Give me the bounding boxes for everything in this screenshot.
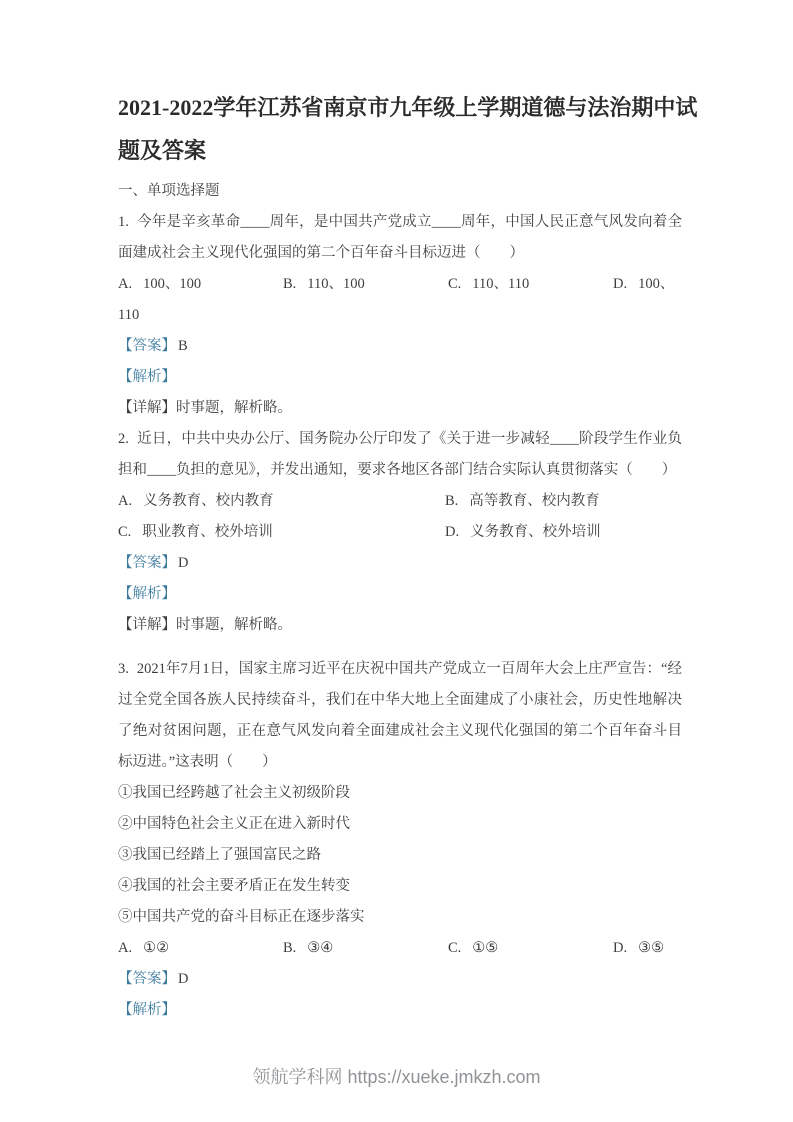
option-c-label: C. [448,276,462,292]
option-c-label: C. [448,940,462,956]
option-d-label: D. [613,276,628,292]
question-3-options [118,933,682,964]
option-b-label: B. [283,940,297,956]
question-2-option-a [118,486,445,517]
watermark-footer: 领航学科网 https://xueke.jmkzh.com [252,1067,541,1087]
option-a-text: ①② [143,940,170,956]
option-d-text: 100、 [638,276,675,292]
option-c-text: 职业教育、校外培训 [142,524,273,540]
question-1-detail-line [118,393,682,424]
option-c-text: ①⑤ [472,940,499,956]
question-3-text [118,654,682,778]
question-2-body: 近日，中共中央办公厅、国务院办公厅印发了《关于进一步减轻____阶段学生作业负担和____负担的意见》，并发出通知，要求各地区各部门结合实际认真贯彻落实（ ） [118,431,682,478]
question-2-option-b [445,486,682,517]
question-2-number: 2. [118,431,129,447]
analysis-label: 【解析】 [118,1002,176,1018]
section-heading: 一、单项选择题 [118,183,220,199]
question-2-options-row-1 [118,486,682,517]
question-3-answer-line [118,964,682,995]
document-content [118,0,698,1026]
option-b-text: 高等教育、校内教育 [469,493,600,509]
analysis-label: 【解析】 [118,586,176,602]
answer-label: 【答案】 [118,971,176,987]
option-b-label: B. [445,493,459,509]
answer-label: 【答案】 [118,338,176,354]
option-d-label: D. [445,524,460,540]
option-d-text: ③⑤ [638,940,665,956]
option-a-label: A. [118,276,133,292]
option-d-text: 义务教育、校外培训 [470,524,601,540]
question-1-option-a [118,269,283,300]
option-b-text: ③④ [307,940,334,956]
question-2-options-row-2 [118,517,682,548]
question-1-analysis-line [118,362,682,393]
option-a-text: 100、100 [143,276,202,292]
question-3-statement-1: ①我国已经跨越了社会主义初级阶段 [118,785,350,801]
question-1-option-b [283,269,448,300]
question-1-option-c [448,269,613,300]
answer-label: 【答案】 [118,555,176,571]
question-3-option-d [613,933,682,964]
option-c-text: 110、110 [472,276,530,292]
question-1-body: 今年是辛亥革命____周年，是中国共产党成立____周年，中国人民正意气风发向着全面建成社会主义现代化强国的第二个百年奋斗目标迈进（ ） [118,214,682,261]
question-2-option-d [445,517,682,548]
page-title: 2021-2022学年江苏省南京市九年级上学期道德与法治期中试题及答案 [118,95,698,163]
answer-value: D [178,555,189,571]
detail-text: 时事题，解析略。 [176,400,292,416]
question-3-statement-3: ③我国已经踏上了强国富民之路 [118,847,321,863]
option-b-label: B. [283,276,297,292]
question-1-option-d [613,269,682,300]
option-d-label: D. [613,940,628,956]
question-1-option-d-wrap: 110 [118,307,140,323]
question-2-detail-line [118,610,682,641]
question-3-statement-2: ②中国特色社会主义正在进入新时代 [118,816,350,832]
question-3-number: 3. [118,661,129,677]
question-3-body: 2021年7月1日，国家主席习近平在庆祝中国共产党成立一百周年大会上庄严宣告：“经过全党全国各族人民持续奋斗，我们在中华大地上全面建成了小康社会，历史性地解决了绝对贫困问题，正在意气风发向着全面建成社会主义现代化强国的第二个百年奋斗目标迈进。”这表明（ ） [118,661,682,770]
detail-label: 【详解】 [118,617,176,633]
answer-value: D [178,971,189,987]
question-1-options [118,269,682,300]
option-a-text: 义务教育、校内教育 [143,493,274,509]
question-3-option-b [283,933,448,964]
detail-text: 时事题，解析略。 [176,617,292,633]
option-a-label: A. [118,940,133,956]
question-1-text [118,207,682,269]
detail-label: 【详解】 [118,400,176,416]
question-3-statement-5: ⑤中国共产党的奋斗目标正在逐步落实 [118,909,365,925]
option-b-text: 110、100 [307,276,365,292]
question-2-answer-line [118,548,682,579]
question-3-analysis-line [118,995,682,1026]
question-3-statement-4: ④我国的社会主要矛盾正在发生转变 [118,878,350,894]
question-2-analysis-line [118,579,682,610]
answer-value: B [178,338,188,354]
analysis-label: 【解析】 [118,369,176,385]
option-a-label: A. [118,493,133,509]
question-3-option-c [448,933,613,964]
question-1-answer-line [118,331,682,362]
question-2-option-c [118,517,445,548]
question-1-number: 1. [118,214,129,230]
question-3-option-a [118,933,283,964]
question-2-text [118,424,682,486]
option-c-label: C. [118,524,132,540]
